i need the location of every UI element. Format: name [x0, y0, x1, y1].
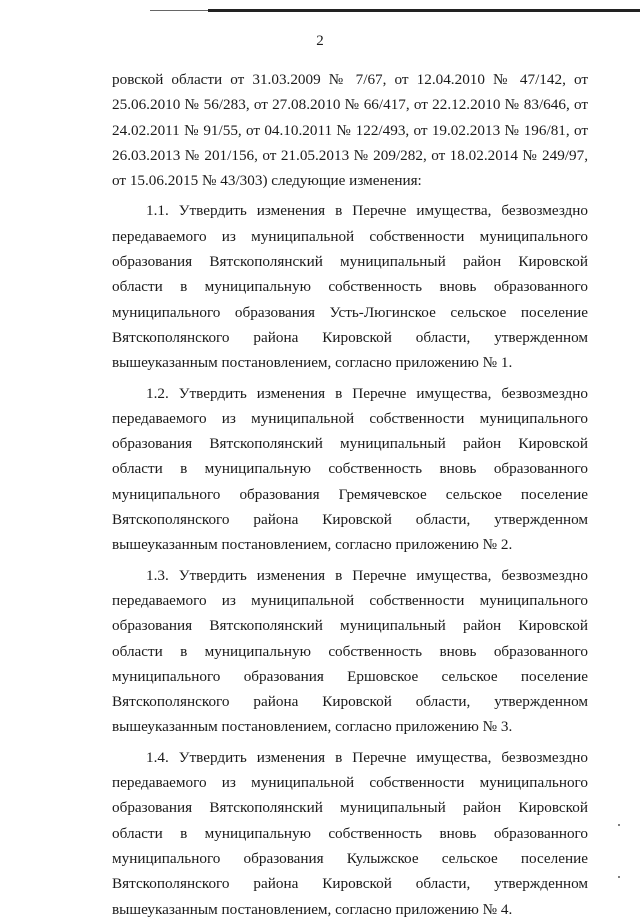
scan-speck [618, 876, 620, 878]
paragraph-item-1-3: 1.3. Утвердить изменения в Перечне имущества, безвозмездно передаваемого из муниципальной собственности муниципального образования Вятскополянский муниципальный район Кировской области в муниципальную собственность вновь образованного муниципального образования Ершовское сельское поселение Вятскополянского района Кировской области, утвержденном вышеуказанным постановлением, согласно приложению № 3. [112, 566, 588, 736]
paragraph-item-1-4: 1.4. Утвердить изменения в Перечне имущества, безвозмездно передаваемого из муниципальной собственности муниципального образования Вятскополянский муниципальный район Кировской области в муниципальную собственность вновь образованного муниципального образования Кулыжское сельское поселение Вятскополянского района Кировской области, утвержденном вышеуказанным постановлением, согласно приложению № 4. [112, 748, 588, 918]
paragraph-continuation: ровской области от 31.03.2009 № 7/67, от 12.04.2010 № 47/142, от 25.06.2010 № 56/283, от 27.08.2010 № 66/417, от 22.12.2010 № 83/646, от 24.02.2011 № 91/55, от 04.10.2011 № 122/493, от 19.02.2013 № 196/81, от 26.03.2013 № 201/156, от 21.05.2013 № 209/282, от 18.02.2014 № 249/97, от 15.06.2015 № 43/303) следующие изменения: [112, 71, 588, 190]
scan-speck [618, 824, 620, 826]
paragraph-item-1-2: 1.2. Утвердить изменения в Перечне имущества, безвозмездно передаваемого из муниципальной собственности муниципального образования Вятскополянский муниципальный район Кировской области в муниципальную собственность вновь образованного муниципального образования Гремячевское сельское поселение Вятскополянского района Кировской области, утвержденном вышеуказанным постановлением, согласно приложению № 2. [112, 384, 588, 554]
scan-edge-line [150, 10, 210, 11]
header-rule [208, 9, 640, 12]
page-number: 2 [316, 33, 324, 49]
paragraph-item-1-1: 1.1. Утвердить изменения в Перечне имущества, безвозмездно передаваемого из муниципальной собственности муниципального образования Вятскополянский муниципальный район Кировской области в муниципальную собственность вновь образованного муниципального образования Усть-Люгинское сельское поселение Вятскополянского района Кировской области, утвержденном вышеуказанным постановлением, согласно приложению № 1. [112, 202, 588, 372]
document-body [112, 67, 588, 922]
